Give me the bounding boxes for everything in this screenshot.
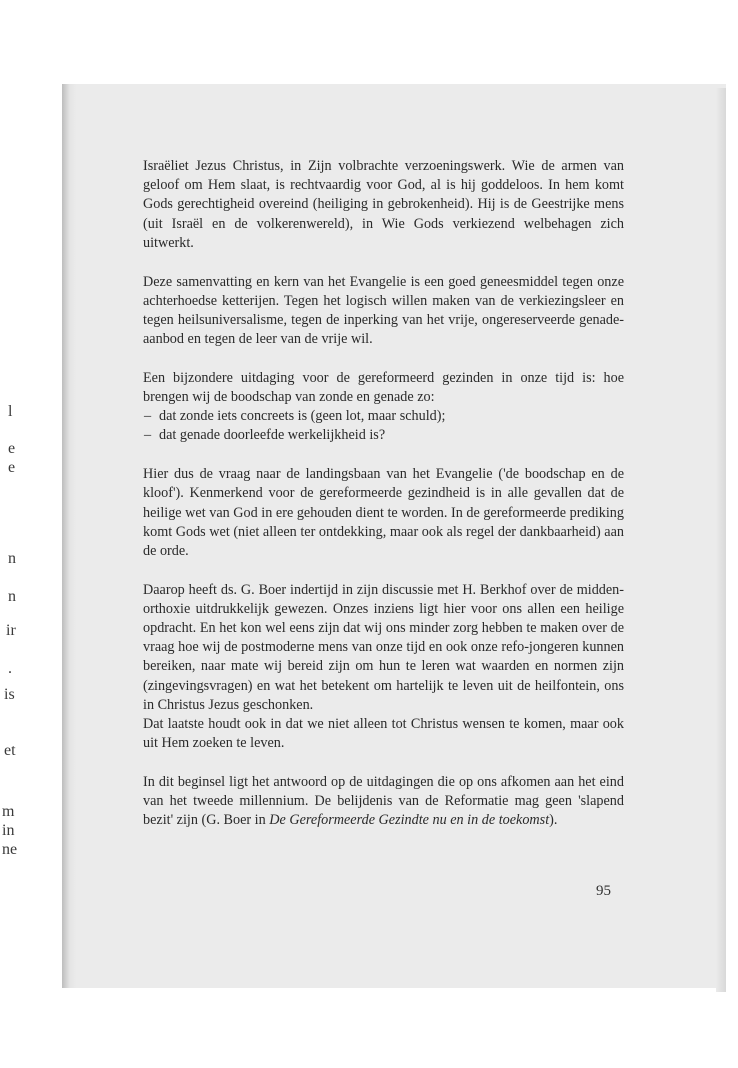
page-edge	[716, 88, 726, 992]
paragraph-landing: Hier dus de vraag naar de landingsbaan van het Evangelie ('de boodschap en de kloof'). Kenmerkend voor de gereformeerde gezindheid is in alle gevallen dat de heilige wet van God in ere gehouden dient te worden. In de gereformeerde prediking komt Gods wet (niet alleen ter ontdekking, maar ook als regel der dankbaarheid) aan de orde.	[143, 466, 624, 559]
margin-fragment: ne	[2, 841, 18, 858]
list-item: – dat genade doorleefde werkelijkheid is?	[143, 426, 624, 445]
paragraph-line-group: Daarop heeft ds. G. Boer indertijd in zijn discussie met H. Berkhof over de midden-orthoxie uitdrukkelijk gewezen. Onzes inziens ligt hier voor ons allen een heilige opdracht. En het kon wel eens zijn dat wij ons minder zorg hebben te maken over de vraag hoe wij de postmoderne mens van onze tijd en ook onze refo-jongeren kunnen bereiken, naar mate wij bereid zijn om hun te leren wat waarden en normen zijn (zingevingsvragen) en wat het betekent om hartelijk te leven uit de heilfontein, ons in Christus Jezus geschonken.	[143, 581, 624, 713]
margin-fragment: et	[4, 742, 16, 759]
page-gutter	[62, 84, 76, 988]
book-title: De Gereformeerde Gezindte nu en in de toekomst	[269, 812, 550, 829]
challenge-block	[143, 369, 624, 446]
challenge-intro: Een bijzondere uitdaging voor de gereformeerd gezinden in onze tijd is: hoe brengen wij de boodschap van zonde en genade zo:	[143, 369, 624, 406]
margin-fragment: m	[2, 803, 15, 820]
challenge-list	[143, 407, 624, 445]
closing-text: In dit beginsel ligt het antwoord op de uitdagingen die op ons afkomen aan het eind van het tweede millennium. De belijdenis van de Reformatie mag geen 'slapend bezit' zijn (G. Boer in	[143, 773, 624, 829]
margin-fragment: n	[8, 550, 16, 567]
paragraph-daarop	[143, 581, 624, 754]
margin-fragment: .	[8, 660, 12, 677]
paragraph: Deze samenvatting en kern van het Evangelie is een goed geneesmiddel tegen onze achterhoedse ketterijen. Tegen het logisch willen maken van de verkiezingsleer en tegen heilsuniversalisme, tegen de inperking van het vrije, ongereserveerde genade-aanbod en tegen de leer van de vrije wil.	[143, 273, 624, 348]
margin-fragment: ir	[6, 622, 16, 639]
margin-fragment: n	[8, 588, 16, 605]
page-body-text	[143, 157, 624, 850]
margin-fragment: is	[4, 686, 15, 703]
list-item: – dat zonde iets concreets is (geen lot, maar schuld);	[143, 407, 624, 426]
margin-fragment: e	[8, 459, 16, 476]
facing-page-margin	[0, 0, 60, 1068]
margin-fragment: l	[8, 403, 13, 420]
closing-paragraph	[143, 773, 624, 831]
paragraph-line-group: Dat laatste houdt ook in dat we niet alleen tot Christus wensen te komen, maar ook uit Hem zoeken te leven.	[143, 716, 624, 752]
paragraph: Israëliet Jezus Christus, in Zijn volbrachte verzoeningswerk. Wie de armen van geloof om Hem slaat, is rechtvaardig voor God, al is hij goddeloos. In hem komt Gods gerechtigheid overeind (heiliging in gebrokenheid). Hij is de Geestrijke mens (uit Israël en de volkerenwereld), in Wie Gods verkiezend welbehagen zich uitwerkt.	[143, 158, 624, 251]
closing-text-end: ).	[549, 812, 558, 829]
margin-fragment: in	[2, 822, 15, 839]
page-number: 95	[596, 883, 611, 899]
margin-fragment: e	[8, 440, 16, 457]
